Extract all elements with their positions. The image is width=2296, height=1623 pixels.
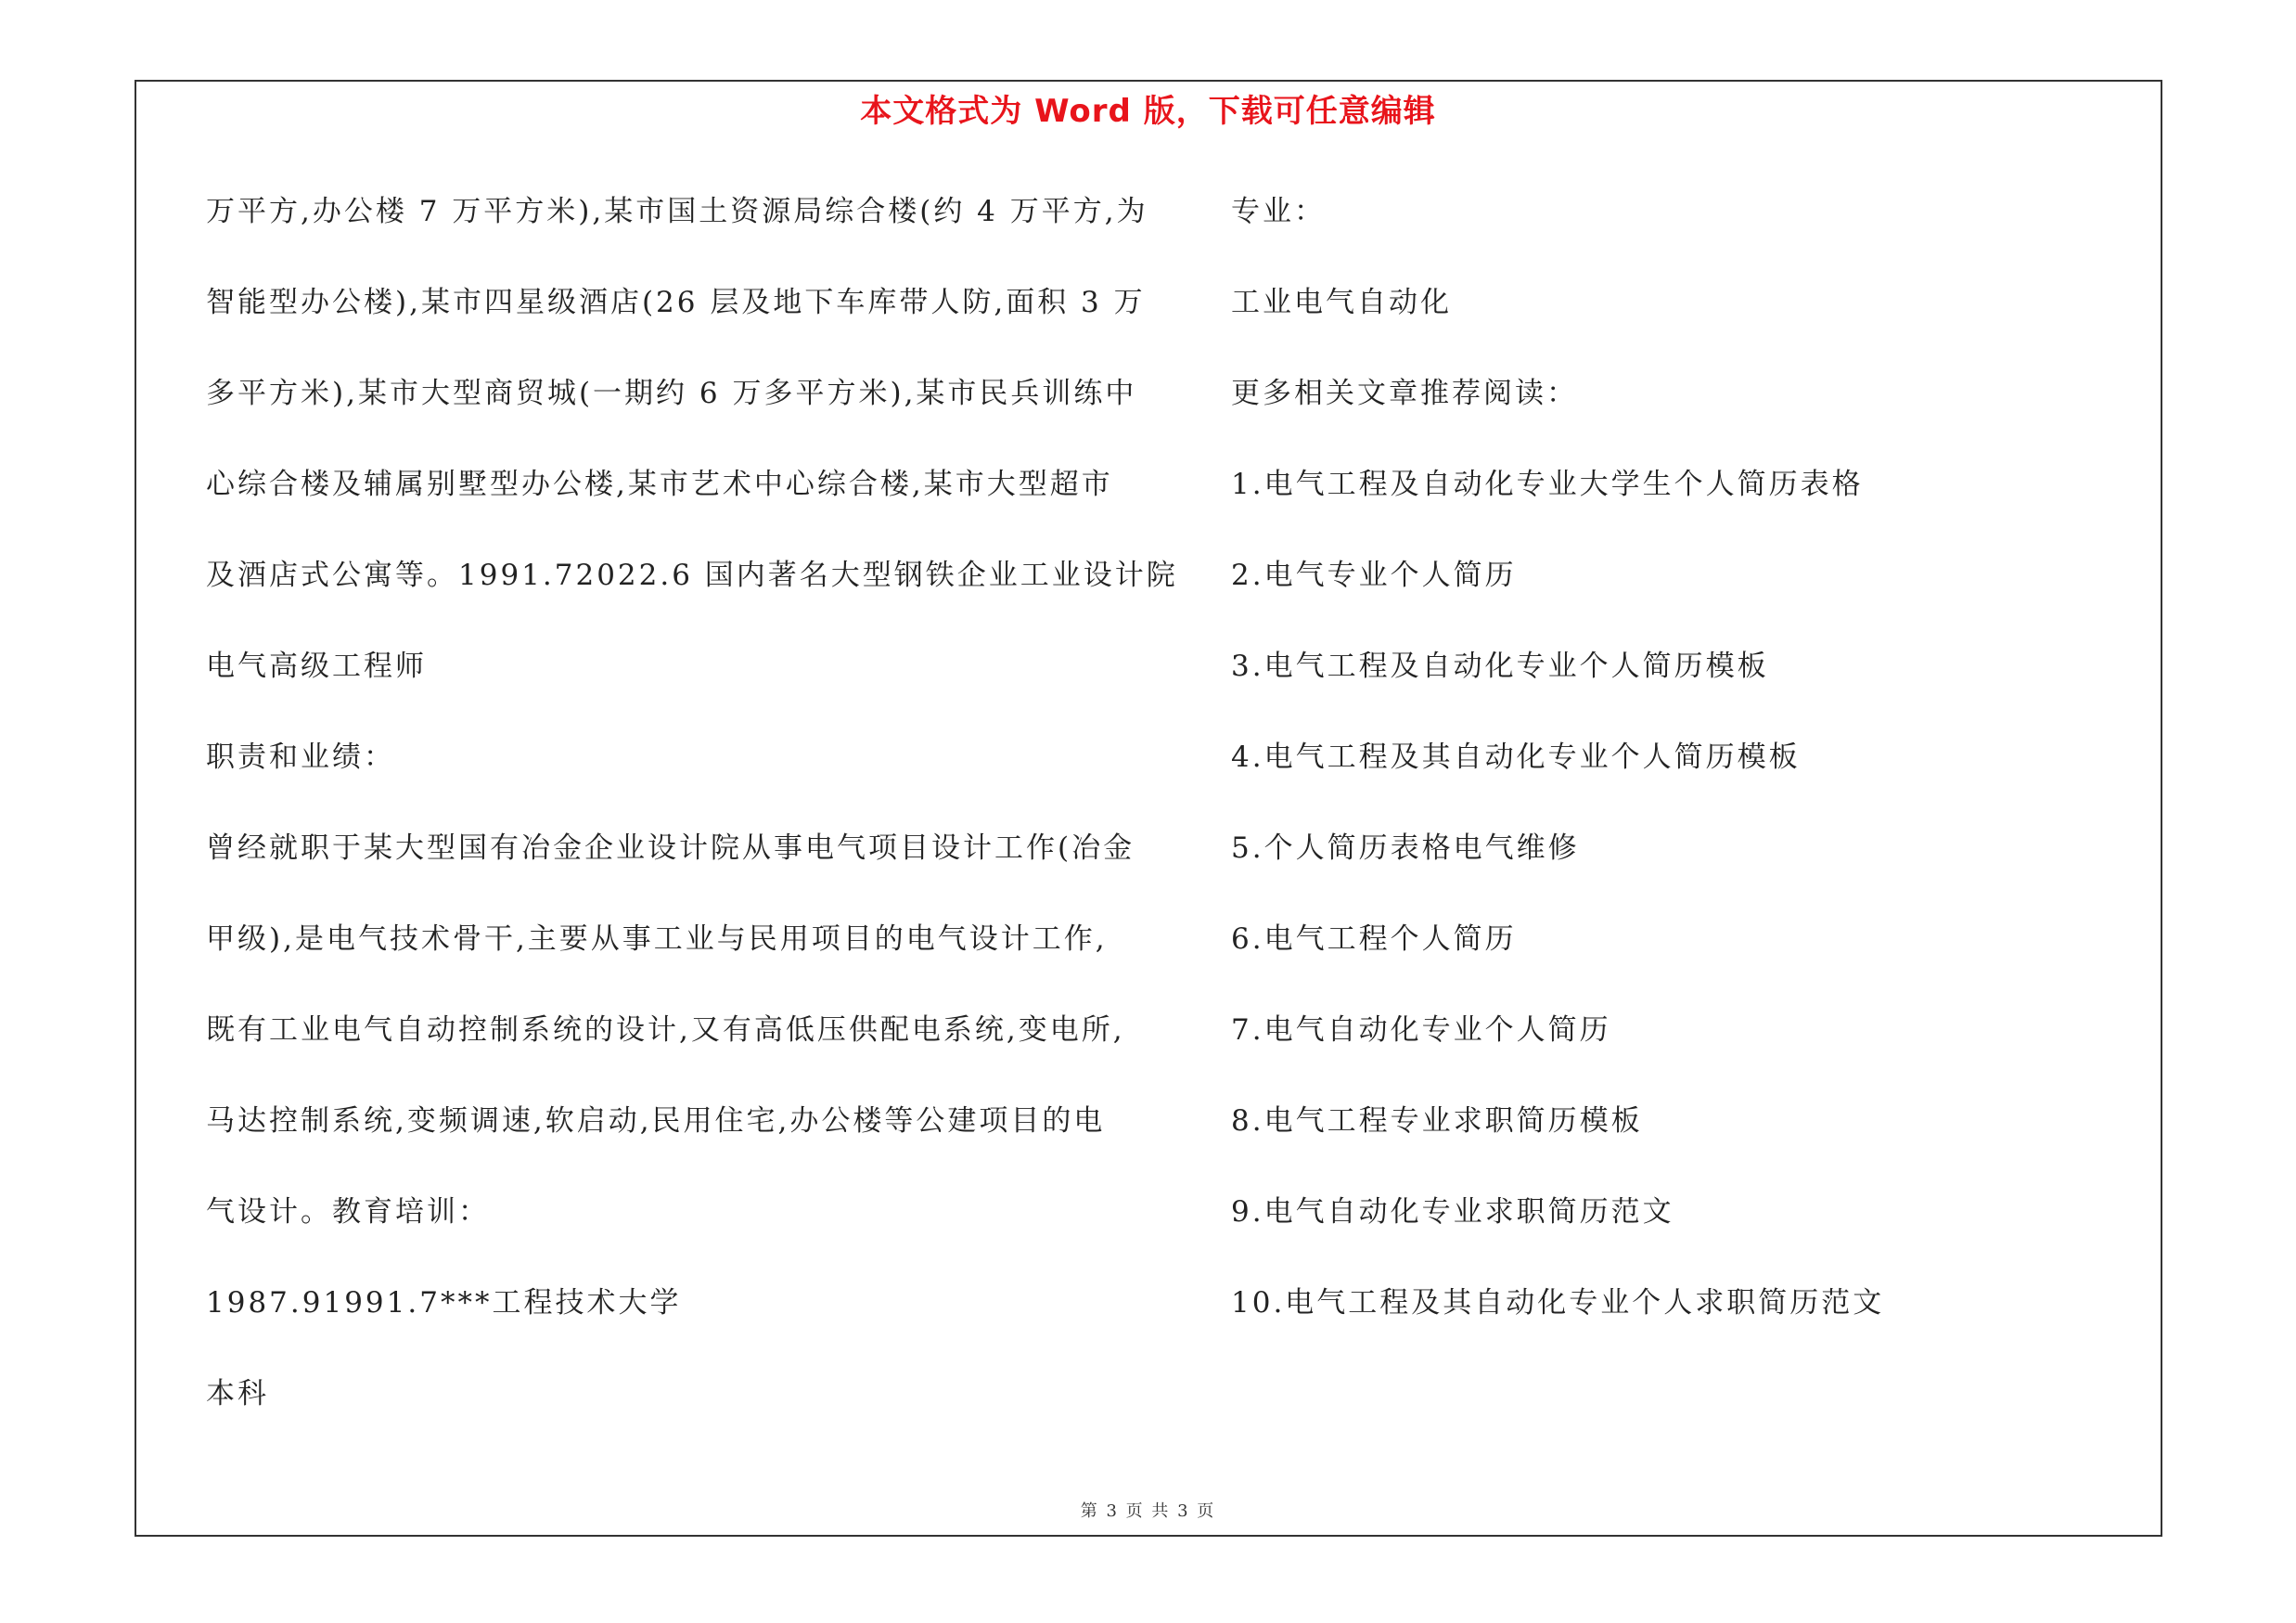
left-line: 多平方米),某市大型商贸城(一期约 6 万多平方米),某市民兵训练中 bbox=[206, 377, 1137, 410]
left-line: 1987.91991.7***工程技术大学 bbox=[206, 1286, 682, 1320]
related-article-link[interactable]: 5.个人简历表格电气维修 bbox=[1231, 831, 1580, 865]
left-line: 及酒店式公寓等。1991.72022.6 国内著名大型钢铁企业工业设计院 bbox=[206, 559, 1178, 592]
left-line: 万平方,办公楼 7 万平方米),某市国土资源局综合楼(约 4 万平方,为 bbox=[206, 195, 1148, 228]
right-column bbox=[1231, 184, 2066, 1366]
related-article-link[interactable]: 9.电气自动化专业求职简历范文 bbox=[1231, 1195, 1674, 1229]
page-number: 第 3 页 共 3 页 bbox=[1080, 1501, 1216, 1521]
left-line: 智能型办公楼),某市四星级酒店(26 层及地下车库带人防,面积 3 万 bbox=[206, 286, 1146, 319]
related-article-link[interactable]: 10.电气工程及其自动化专业个人求职简历范文 bbox=[1231, 1286, 1885, 1320]
right-line: 专业： bbox=[1231, 195, 1326, 228]
right-line: 工业电气自动化 bbox=[1231, 286, 1452, 319]
left-line: 马达控制系统,变频调速,软启动,民用住宅,办公楼等公建项目的电 bbox=[206, 1104, 1106, 1138]
related-article-link[interactable]: 3.电气工程及自动化专业个人简历模板 bbox=[1231, 650, 1769, 683]
related-article-link[interactable]: 6.电气工程个人简历 bbox=[1231, 922, 1517, 956]
left-line: 曾经就职于某大型国有冶金企业设计院从事电气项目设计工作(冶金 bbox=[206, 831, 1135, 865]
left-line: 甲级),是电气技术骨干,主要从事工业与民用项目的电气设计工作, bbox=[206, 922, 1108, 956]
related-article-link[interactable]: 2.电气专业个人简历 bbox=[1231, 559, 1517, 592]
related-article-link[interactable]: 1.电气工程及自动化专业大学生个人简历表格 bbox=[1231, 468, 1864, 501]
related-heading: 更多相关文章推荐阅读： bbox=[1231, 377, 1578, 410]
left-line: 气设计。教育培训： bbox=[206, 1195, 490, 1229]
related-article-link[interactable]: 7.电气自动化专业个人简历 bbox=[1231, 1013, 1611, 1047]
left-column bbox=[206, 184, 1178, 1457]
left-line: 电气高级工程师 bbox=[206, 650, 427, 683]
format-banner: 本文格式为 Word 版，下载可任意编辑 bbox=[860, 93, 1436, 130]
left-line: 心综合楼及辅属别墅型办公楼,某市艺术中心综合楼,某市大型超市 bbox=[206, 468, 1113, 501]
related-article-link[interactable]: 4.电气工程及其自动化专业个人简历模板 bbox=[1231, 741, 1801, 774]
section-heading: 职责和业绩： bbox=[206, 741, 395, 774]
left-line: 本科 bbox=[206, 1377, 269, 1410]
related-article-link[interactable]: 8.电气工程专业求职简历模板 bbox=[1231, 1104, 1643, 1138]
left-line: 既有工业电气自动控制系统的设计,又有高低压供配电系统,变电所, bbox=[206, 1013, 1125, 1047]
